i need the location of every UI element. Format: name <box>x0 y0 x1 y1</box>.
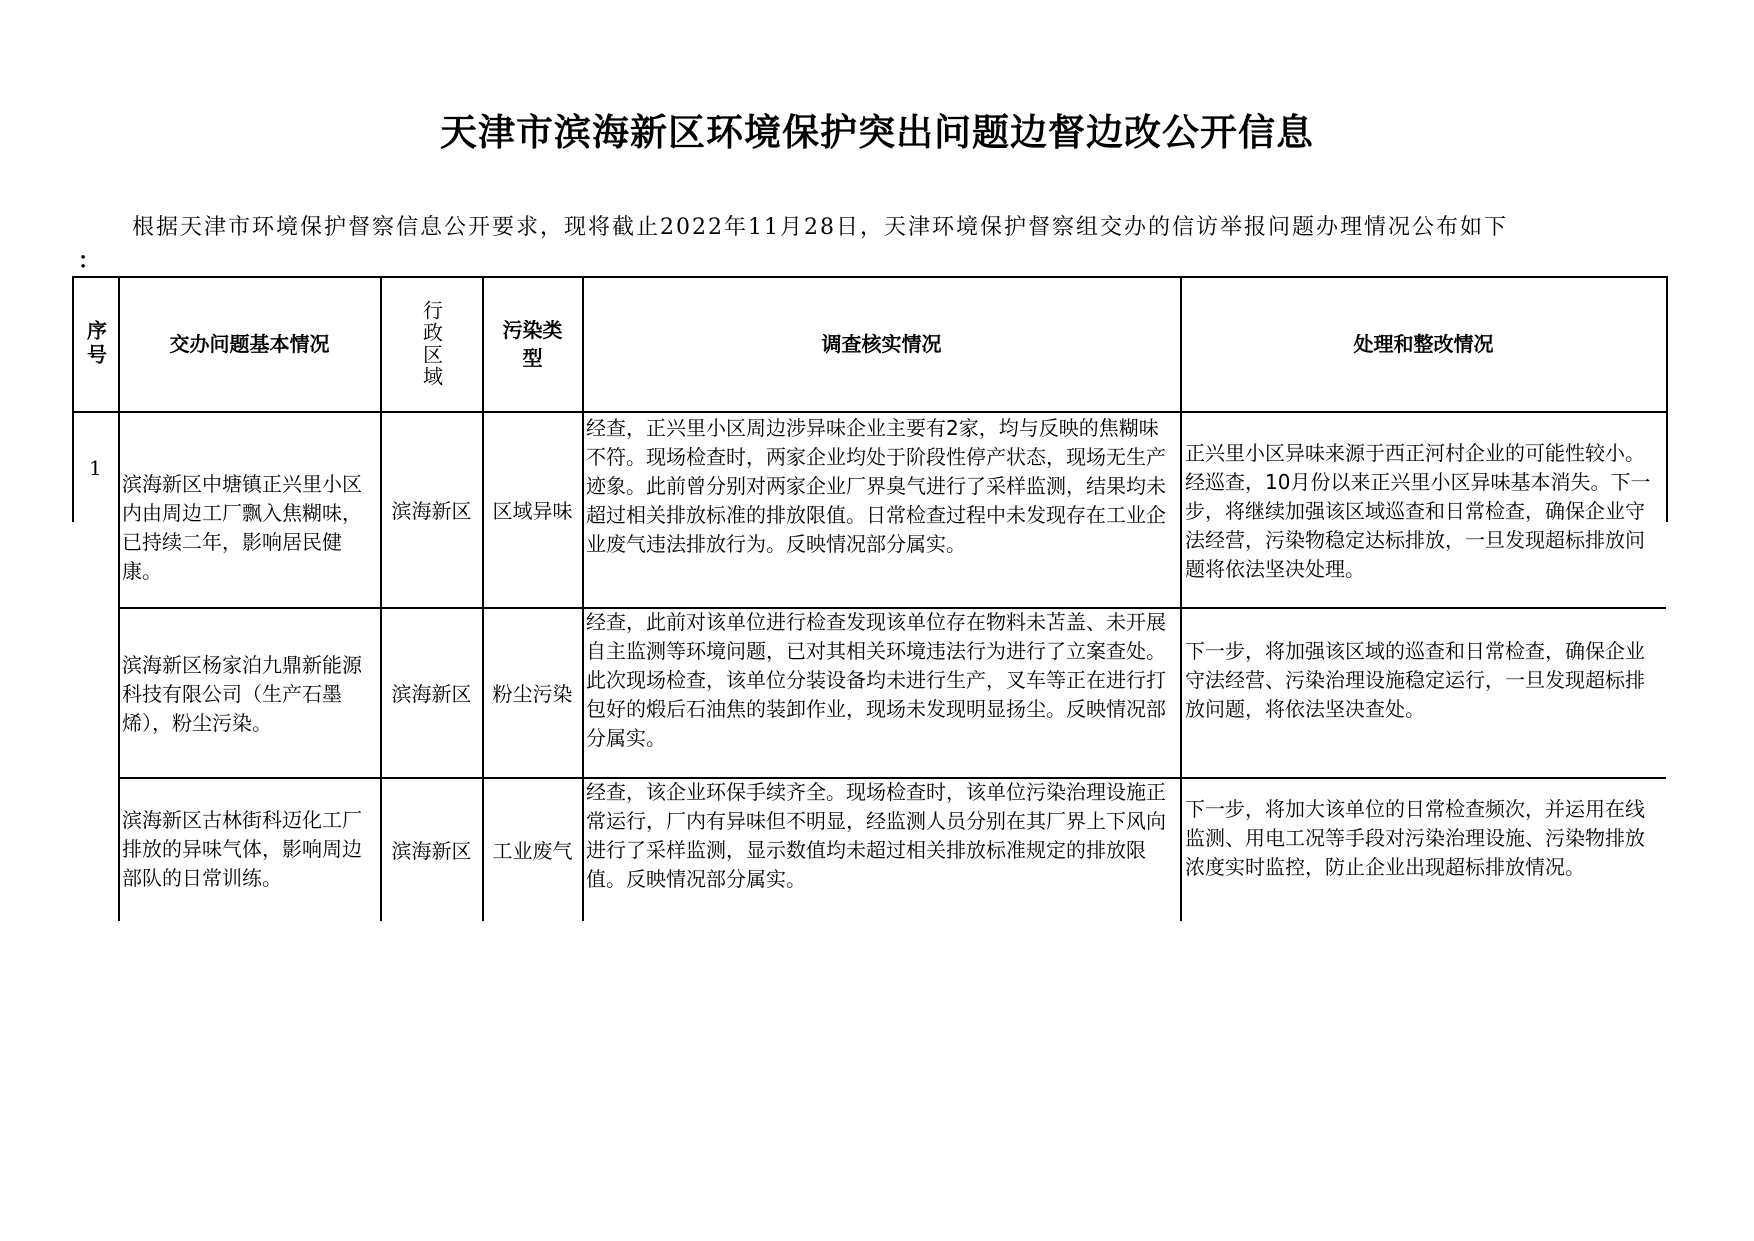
row-issue: 滨海新区古林街科迈化工厂排放的异味气体，影响周边部队的日常训练。 <box>122 808 362 890</box>
row-pollution: 工业废气 <box>492 839 573 863</box>
header-region: 行政区域 <box>419 300 444 388</box>
row-region: 滨海新区 <box>391 499 472 523</box>
header-pollution: 污染类型 <box>502 318 563 370</box>
header-seq: 序号 <box>83 320 108 368</box>
header-investigation: 调查核实情况 <box>821 332 942 356</box>
row-rectification: 下一步，将加大该单位的日常检查频次，并运用在线监测、用电工况等手段对污染治理设施、污染物排放浓度实时监控，防止企业出现超标排放情况。 <box>1185 797 1645 879</box>
row-issue: 滨海新区杨家泊九鼎新能源科技有限公司（生产石墨烯），粉尘污染。 <box>122 653 362 735</box>
header-rectification: 处理和整改情况 <box>1353 332 1494 356</box>
row-investigation: 经查，该企业环保手续齐全。现场检查时，该单位污染治理设施正常运行，厂内有异味但不明显，经监测人员分别在其厂界上下风向进行了采样监测，显示数值均未超过相关排放标准规定的排放限值。反映情况部分属实。 <box>586 780 1166 891</box>
intro-colon: ： <box>78 249 101 274</box>
row-investigation: 经查，此前对该单位进行检查发现该单位存在物料未苫盖、未开展自主监测等环境问题，已对其相关环境违法行为进行了立案查处。此次现场检查，该单位分装设备均未进行生产，叉车等正在进行打包好的煅后石油焦的装卸作业，现场未发现明显扬尘。反映情况部分属实。 <box>586 610 1166 750</box>
row-seq: 1 <box>89 456 102 480</box>
row-rectification: 下一步，将加强该区域的巡查和日常检查，确保企业守法经营、污染治理设施稳定运行，一旦发现超标排放问题，将依法坚决查处。 <box>1185 639 1645 721</box>
row-investigation: 经查，正兴里小区周边涉异味企业主要有2家，均与反映的焦糊味不符。现场检查时，两家企业均处于阶段性停产状态，现场无生产迹象。此前曾分别对两家企业厂界臭气进行了采样监测，结果均未超过相关排放标准的排放限值。日常检查过程中未发现存在工业企业废气违法排放行为。反映情况部分属实。 <box>586 416 1166 556</box>
page-title: 天津市滨海新区环境保护突出问题边督边改公开信息 <box>440 110 1314 154</box>
row-region: 滨海新区 <box>391 839 472 863</box>
header-issue: 交办问题基本情况 <box>169 332 330 356</box>
intro-paragraph: 根据天津市环境保护督察信息公开要求，现将截止2022年11月28日，天津环境保护督察组交办的信访举报问题办理情况公布如下 <box>132 215 1508 240</box>
row-issue: 滨海新区中塘镇正兴里小区内由周边工厂飘入焦糊味，已持续二年，影响居民健康。 <box>122 472 362 583</box>
row-region: 滨海新区 <box>391 682 472 706</box>
row-pollution: 区域异味 <box>492 499 573 523</box>
row-pollution: 粉尘污染 <box>492 682 573 706</box>
row-rectification: 正兴里小区异味来源于西正河村企业的可能性较小。经巡查，10月份以来正兴里小区异味基本消失。下一步，将继续加强该区域巡查和日常检查，确保企业守法经营，污染物稳定达标排放，一旦发现超标排放问题将依法坚决处理。 <box>1185 441 1651 581</box>
